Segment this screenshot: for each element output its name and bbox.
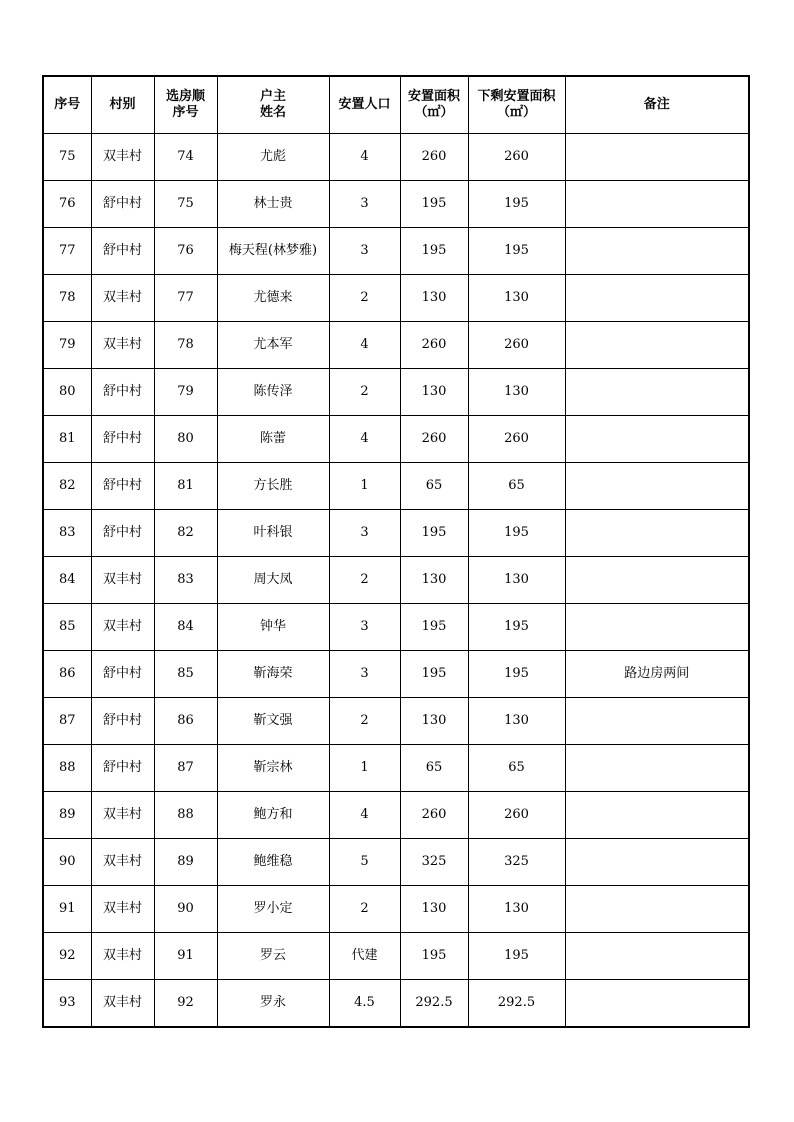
table-row [43, 886, 749, 933]
header-remark: 备注 [565, 76, 749, 134]
cell-remark [565, 886, 749, 933]
cell-area: 130 [400, 886, 468, 933]
header-area-line2: （㎡） [414, 105, 454, 120]
cell-pick-order: 84 [154, 604, 217, 651]
cell-owner: 罗小定 [217, 886, 329, 933]
cell-population: 4 [329, 416, 400, 463]
cell-remark [565, 463, 749, 510]
cell-remark [565, 510, 749, 557]
cell-owner: 钟华 [217, 604, 329, 651]
cell-owner: 方长胜 [217, 463, 329, 510]
cell-village: 舒中村 [91, 369, 154, 416]
cell-pick-order: 78 [154, 322, 217, 369]
cell-seq: 78 [43, 275, 91, 322]
cell-population: 2 [329, 275, 400, 322]
cell-remaining-area: 195 [468, 228, 565, 275]
cell-remaining-area: 130 [468, 698, 565, 745]
header-village: 村别 [91, 76, 154, 134]
cell-population: 1 [329, 745, 400, 792]
cell-owner: 周大凤 [217, 557, 329, 604]
cell-population: 4.5 [329, 980, 400, 1028]
cell-remark [565, 745, 749, 792]
header-area-line1: 安置面积 [407, 89, 460, 105]
cell-remark [565, 275, 749, 322]
cell-remark [565, 933, 749, 980]
cell-population: 2 [329, 369, 400, 416]
cell-area: 260 [400, 792, 468, 839]
cell-village: 舒中村 [91, 228, 154, 275]
cell-pick-order: 85 [154, 651, 217, 698]
cell-owner: 尤德来 [217, 275, 329, 322]
cell-population: 2 [329, 698, 400, 745]
cell-remark [565, 698, 749, 745]
header-pick-order-line2: 序号 [172, 105, 199, 120]
cell-population: 3 [329, 604, 400, 651]
cell-pick-order: 92 [154, 980, 217, 1028]
cell-owner: 鲍维稳 [217, 839, 329, 886]
header-remaining-area-line2: （㎡） [496, 105, 536, 120]
cell-village: 舒中村 [91, 181, 154, 228]
cell-area: 260 [400, 134, 468, 181]
cell-remaining-area: 260 [468, 416, 565, 463]
cell-population: 5 [329, 839, 400, 886]
cell-pick-order: 79 [154, 369, 217, 416]
table-row [43, 463, 749, 510]
table-row [43, 416, 749, 463]
cell-remark [565, 322, 749, 369]
cell-village: 舒中村 [91, 416, 154, 463]
cell-remaining-area: 195 [468, 604, 565, 651]
cell-pick-order: 77 [154, 275, 217, 322]
header-pick-order [154, 76, 217, 134]
header-remaining-area [468, 76, 565, 134]
cell-village: 双丰村 [91, 322, 154, 369]
cell-area: 65 [400, 745, 468, 792]
cell-population: 1 [329, 463, 400, 510]
cell-seq: 77 [43, 228, 91, 275]
cell-seq: 76 [43, 181, 91, 228]
cell-owner: 鲍方和 [217, 792, 329, 839]
cell-pick-order: 89 [154, 839, 217, 886]
cell-seq: 91 [43, 886, 91, 933]
cell-seq: 88 [43, 745, 91, 792]
cell-pick-order: 86 [154, 698, 217, 745]
cell-owner: 罗云 [217, 933, 329, 980]
cell-owner: 林士贵 [217, 181, 329, 228]
cell-owner: 罗永 [217, 980, 329, 1028]
header-row [43, 76, 749, 134]
cell-population: 2 [329, 557, 400, 604]
cell-population: 3 [329, 510, 400, 557]
cell-pick-order: 76 [154, 228, 217, 275]
cell-owner: 靳海荣 [217, 651, 329, 698]
table-row [43, 134, 749, 181]
cell-pick-order: 80 [154, 416, 217, 463]
cell-area: 130 [400, 557, 468, 604]
cell-seq: 82 [43, 463, 91, 510]
header-owner-line1: 户主 [259, 89, 286, 105]
header-population: 安置人口 [329, 76, 400, 134]
header-remaining-area-line1: 下剩安置面积 [477, 89, 556, 105]
cell-population: 4 [329, 322, 400, 369]
cell-seq: 90 [43, 839, 91, 886]
header-owner [217, 76, 329, 134]
table-row [43, 792, 749, 839]
cell-remaining-area: 130 [468, 557, 565, 604]
table-row [43, 933, 749, 980]
cell-remaining-area: 260 [468, 322, 565, 369]
cell-village: 舒中村 [91, 651, 154, 698]
cell-seq: 75 [43, 134, 91, 181]
cell-pick-order: 91 [154, 933, 217, 980]
cell-pick-order: 87 [154, 745, 217, 792]
cell-seq: 83 [43, 510, 91, 557]
cell-remark [565, 604, 749, 651]
cell-village: 双丰村 [91, 933, 154, 980]
cell-village: 双丰村 [91, 792, 154, 839]
cell-seq: 84 [43, 557, 91, 604]
cell-population: 4 [329, 134, 400, 181]
cell-population: 2 [329, 886, 400, 933]
cell-owner: 尤彪 [217, 134, 329, 181]
cell-remaining-area: 195 [468, 933, 565, 980]
cell-remark [565, 416, 749, 463]
cell-village: 舒中村 [91, 745, 154, 792]
cell-remaining-area: 292.5 [468, 980, 565, 1028]
cell-remark [565, 557, 749, 604]
cell-population: 4 [329, 792, 400, 839]
cell-population: 代建 [329, 933, 400, 980]
cell-owner: 靳文强 [217, 698, 329, 745]
cell-area: 260 [400, 416, 468, 463]
cell-area: 260 [400, 322, 468, 369]
cell-remaining-area: 260 [468, 134, 565, 181]
table-row [43, 228, 749, 275]
cell-remaining-area: 130 [468, 886, 565, 933]
cell-owner: 靳宗林 [217, 745, 329, 792]
cell-pick-order: 74 [154, 134, 217, 181]
table-row [43, 322, 749, 369]
cell-owner: 陈蕾 [217, 416, 329, 463]
cell-area: 325 [400, 839, 468, 886]
cell-area: 130 [400, 369, 468, 416]
table-header [43, 76, 749, 134]
cell-population: 3 [329, 651, 400, 698]
cell-village: 舒中村 [91, 698, 154, 745]
cell-owner: 尤本军 [217, 322, 329, 369]
cell-area: 130 [400, 698, 468, 745]
cell-village: 双丰村 [91, 275, 154, 322]
header-area [400, 76, 468, 134]
table-row [43, 698, 749, 745]
cell-pick-order: 90 [154, 886, 217, 933]
table-row [43, 557, 749, 604]
cell-pick-order: 82 [154, 510, 217, 557]
table-row [43, 839, 749, 886]
cell-area: 195 [400, 933, 468, 980]
cell-remark: 路边房两间 [565, 651, 749, 698]
cell-remaining-area: 195 [468, 651, 565, 698]
cell-population: 3 [329, 181, 400, 228]
cell-remark [565, 134, 749, 181]
cell-village: 舒中村 [91, 463, 154, 510]
table-row [43, 745, 749, 792]
cell-remark [565, 181, 749, 228]
cell-area: 195 [400, 510, 468, 557]
cell-population: 3 [329, 228, 400, 275]
table-row [43, 181, 749, 228]
cell-area: 195 [400, 651, 468, 698]
cell-remark [565, 228, 749, 275]
cell-seq: 86 [43, 651, 91, 698]
cell-owner: 梅天程(林梦雅) [217, 228, 329, 275]
cell-remark [565, 369, 749, 416]
cell-seq: 80 [43, 369, 91, 416]
header-owner-line2: 姓名 [259, 105, 286, 120]
cell-area: 65 [400, 463, 468, 510]
cell-seq: 81 [43, 416, 91, 463]
cell-remaining-area: 130 [468, 275, 565, 322]
header-seq: 序号 [43, 76, 91, 134]
cell-area: 195 [400, 604, 468, 651]
cell-remaining-area: 325 [468, 839, 565, 886]
cell-village: 双丰村 [91, 886, 154, 933]
cell-area: 130 [400, 275, 468, 322]
cell-pick-order: 88 [154, 792, 217, 839]
cell-remaining-area: 65 [468, 745, 565, 792]
table-body [43, 134, 749, 1028]
table-row [43, 651, 749, 698]
cell-remaining-area: 195 [468, 510, 565, 557]
cell-area: 292.5 [400, 980, 468, 1028]
cell-village: 双丰村 [91, 839, 154, 886]
cell-owner: 陈传泽 [217, 369, 329, 416]
table-row [43, 980, 749, 1028]
cell-seq: 89 [43, 792, 91, 839]
cell-village: 舒中村 [91, 510, 154, 557]
cell-seq: 87 [43, 698, 91, 745]
cell-pick-order: 83 [154, 557, 217, 604]
table-row [43, 510, 749, 557]
cell-seq: 79 [43, 322, 91, 369]
cell-remaining-area: 65 [468, 463, 565, 510]
cell-remark [565, 792, 749, 839]
cell-seq: 93 [43, 980, 91, 1028]
cell-village: 双丰村 [91, 980, 154, 1028]
resettlement-table [42, 75, 750, 1028]
cell-area: 195 [400, 181, 468, 228]
table-row [43, 369, 749, 416]
header-pick-order-line1: 选房顺 [165, 89, 205, 105]
cell-remaining-area: 195 [468, 181, 565, 228]
cell-seq: 85 [43, 604, 91, 651]
cell-pick-order: 75 [154, 181, 217, 228]
cell-remaining-area: 130 [468, 369, 565, 416]
cell-remark [565, 980, 749, 1028]
cell-village: 双丰村 [91, 134, 154, 181]
table-row [43, 604, 749, 651]
cell-area: 195 [400, 228, 468, 275]
cell-remaining-area: 260 [468, 792, 565, 839]
table-row [43, 275, 749, 322]
cell-remark [565, 839, 749, 886]
cell-village: 双丰村 [91, 604, 154, 651]
cell-village: 双丰村 [91, 557, 154, 604]
cell-pick-order: 81 [154, 463, 217, 510]
cell-seq: 92 [43, 933, 91, 980]
cell-owner: 叶科银 [217, 510, 329, 557]
